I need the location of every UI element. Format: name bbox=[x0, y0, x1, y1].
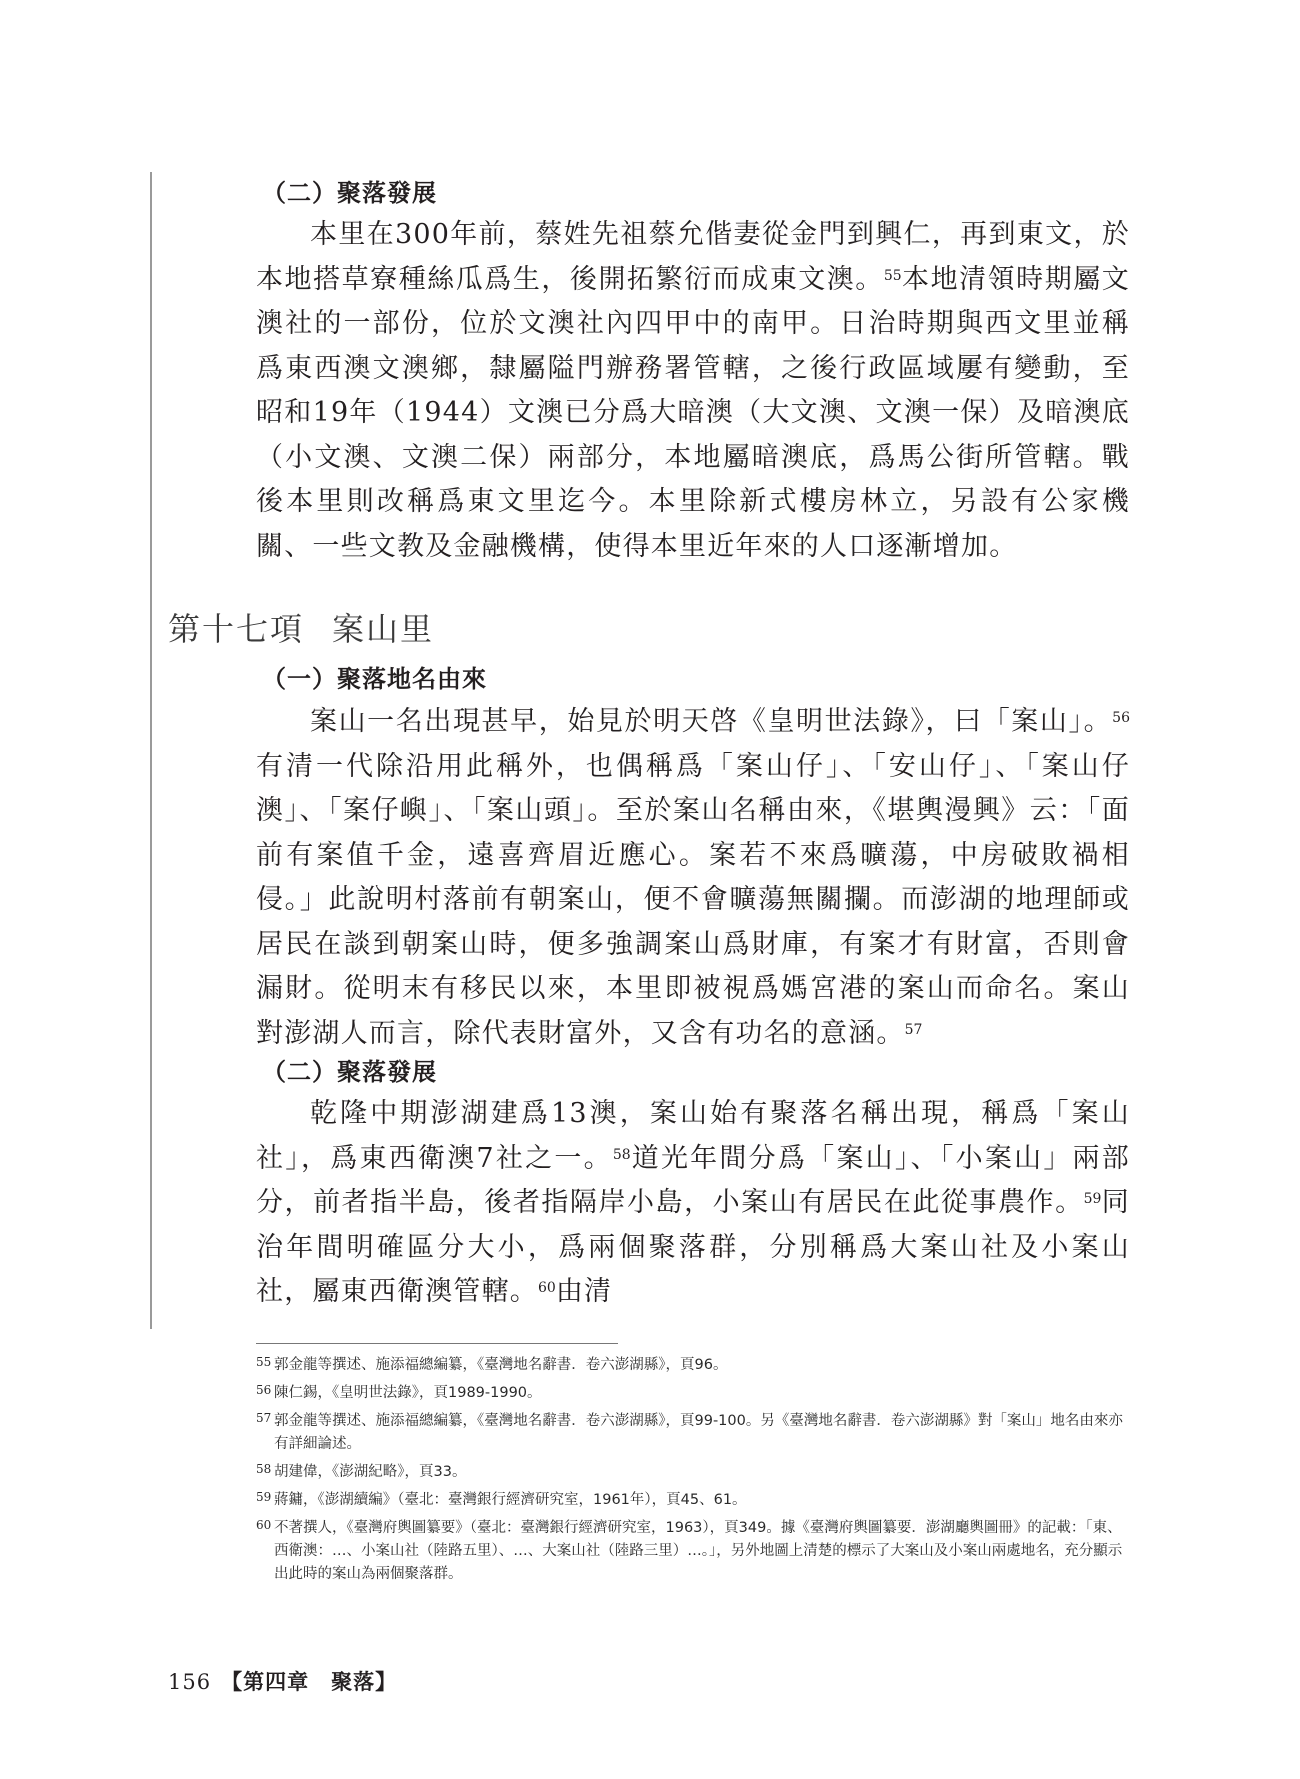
margin-rule bbox=[150, 172, 152, 1329]
paragraph-dongwen-history bbox=[256, 213, 1130, 569]
footnote bbox=[256, 1410, 1132, 1456]
footnote-number: 57 bbox=[256, 1411, 272, 1425]
paragraph-text: 有清一代除沿用此稱外，也偶稱爲「案山仔」、「安山仔」、「案山仔澳」、「案仔嶼」、「案山頭」。至於案山名稱由來，《堪輿漫興》云：「面前有案值千金，遠喜齊眉近應心。案若不來爲曠蕩，中房破敗禍相侵。」此說明村落前有朝案山，便不會曠蕩無關攔。而澎湖的地理師或居民在談到朝案山時，便多強調案山爲財庫，有案才有財富，否則會漏財。從明末有移民以來，本里即被視爲媽宮港的案山而命名。案山對澎湖人而言，除代表財富外，又含有功名的意涵。 bbox=[256, 750, 1130, 1049]
footnote-text: 蔣鏞，《澎湖續編》（臺北：臺灣銀行經濟研究室，1961年），頁45、61。 bbox=[274, 1492, 747, 1508]
footnote bbox=[256, 1354, 1132, 1377]
footnote bbox=[256, 1489, 1132, 1512]
footnote-ref: 57 bbox=[904, 1021, 923, 1038]
footnote-text: 郭金龍等撰述、施添福總編纂，《臺灣地名辭書．卷六澎湖縣》，頁99-100。另《臺灣地名辭書．卷六澎湖縣》對「案山」地名由來亦有詳細論述。 bbox=[274, 1413, 1123, 1452]
footnote-ref: 59 bbox=[1083, 1191, 1102, 1207]
paragraph-text: 同治年間明確區分大小，爲兩個聚落群，分別稱爲大案山社及小案山社，屬東西衛澳管轄。 bbox=[256, 1187, 1130, 1307]
footnote-ref: 60 bbox=[538, 1280, 556, 1296]
paragraph-text: 道光年間分爲「案山」、「小案山」兩部分，前者指半島，後者指隔岸小島，小案山有居民在此從事農作。 bbox=[256, 1142, 1130, 1218]
paragraph-anshan-development bbox=[256, 1092, 1130, 1315]
footnote bbox=[256, 1382, 1132, 1405]
page-number: 156 bbox=[168, 1670, 212, 1694]
footnote-number: 55 bbox=[256, 1355, 272, 1369]
footnote-number: 60 bbox=[256, 1518, 272, 1532]
paragraph-text: 由清 bbox=[555, 1276, 613, 1307]
running-chapter-title: 【第四章 聚落】 bbox=[221, 1669, 398, 1694]
paragraph-text: 本地清領時期屬文澳社的一部份，位於文澳社內四甲中的南甲。日治時期與西文里並稱爲東西澳文澳鄉，隸屬隘門辦務署管轄，之後行政區域屢有變動，至昭和19年（1944）文澳已分爲大暗澳（大文澳、文澳一保）及暗澳底（小文澳、文澳二保）兩部分，本地屬暗澳底，爲馬公街所管轄。戰後本里則改稱爲東文里迄今。本里除新式樓房林立，另設有公家機關、一些文教及金融機構，使得本里近年來的人口逐漸增加。 bbox=[256, 263, 1130, 562]
footnote-number: 59 bbox=[256, 1490, 272, 1504]
page-footer bbox=[168, 1666, 397, 1696]
section-heading-settlement-development: （二）聚落發展 bbox=[262, 178, 437, 207]
chapter-number: 第十七項 bbox=[168, 610, 305, 648]
footnote bbox=[256, 1461, 1132, 1484]
paragraph-anshan-origin bbox=[256, 700, 1130, 1056]
footnote-text: 郭金龍等撰述、施添福總編纂，《臺灣地名辭書．卷六澎湖縣》，頁96。 bbox=[274, 1357, 728, 1373]
footnotes bbox=[256, 1354, 1132, 1591]
footnote-text: 胡建偉，《澎湖紀略》，頁33。 bbox=[274, 1464, 467, 1480]
paragraph-text: 乾隆中期澎湖建爲13澳，案山始有聚落名稱出現，稱爲「案山社」，爲東西衛澳7社之一。 bbox=[256, 1098, 1130, 1174]
footnote-number: 58 bbox=[256, 1462, 272, 1476]
paragraph-text: 案山一名出現甚早，始見於明天啓《皇明世法錄》，曰「案山」。 bbox=[310, 706, 1113, 737]
section-heading-settlement-development-2: （二）聚落發展 bbox=[262, 1057, 437, 1086]
footnote bbox=[256, 1517, 1132, 1586]
footnote-ref: 55 bbox=[883, 267, 902, 284]
chapter-heading bbox=[168, 604, 434, 650]
footnote-number: 56 bbox=[256, 1383, 272, 1397]
footnote-ref: 56 bbox=[1112, 710, 1130, 726]
chapter-title: 案山里 bbox=[332, 610, 435, 648]
footnote-text: 陳仁錫，《皇明世法錄》，頁1989-1990。 bbox=[274, 1385, 542, 1401]
section-heading-place-name-origin: （一）聚落地名由來 bbox=[262, 664, 487, 693]
footnote-separator bbox=[256, 1343, 618, 1344]
paragraph-text: 本里在300年前，蔡姓先祖蔡允偕妻從金門到興仁，再到東文，於本地搭草寮種絲瓜爲生，後開拓繁衍而成東文澳。 bbox=[256, 219, 1130, 295]
footnote-ref: 58 bbox=[612, 1146, 631, 1163]
footnote-text: 不著撰人，《臺灣府輿圖纂要》（臺北：臺灣銀行經濟研究室，1963），頁349。據《臺灣府輿圖纂要．澎湖廳輿圖冊》的記載：「東、西衛澳：…、小案山社（陸路五里）、…、大案山社（陸路三里）…。」，另外地圖上清楚的標示了大案山及小案山兩處地名，充分顯示出此時的案山為兩個聚落群。 bbox=[274, 1520, 1123, 1582]
